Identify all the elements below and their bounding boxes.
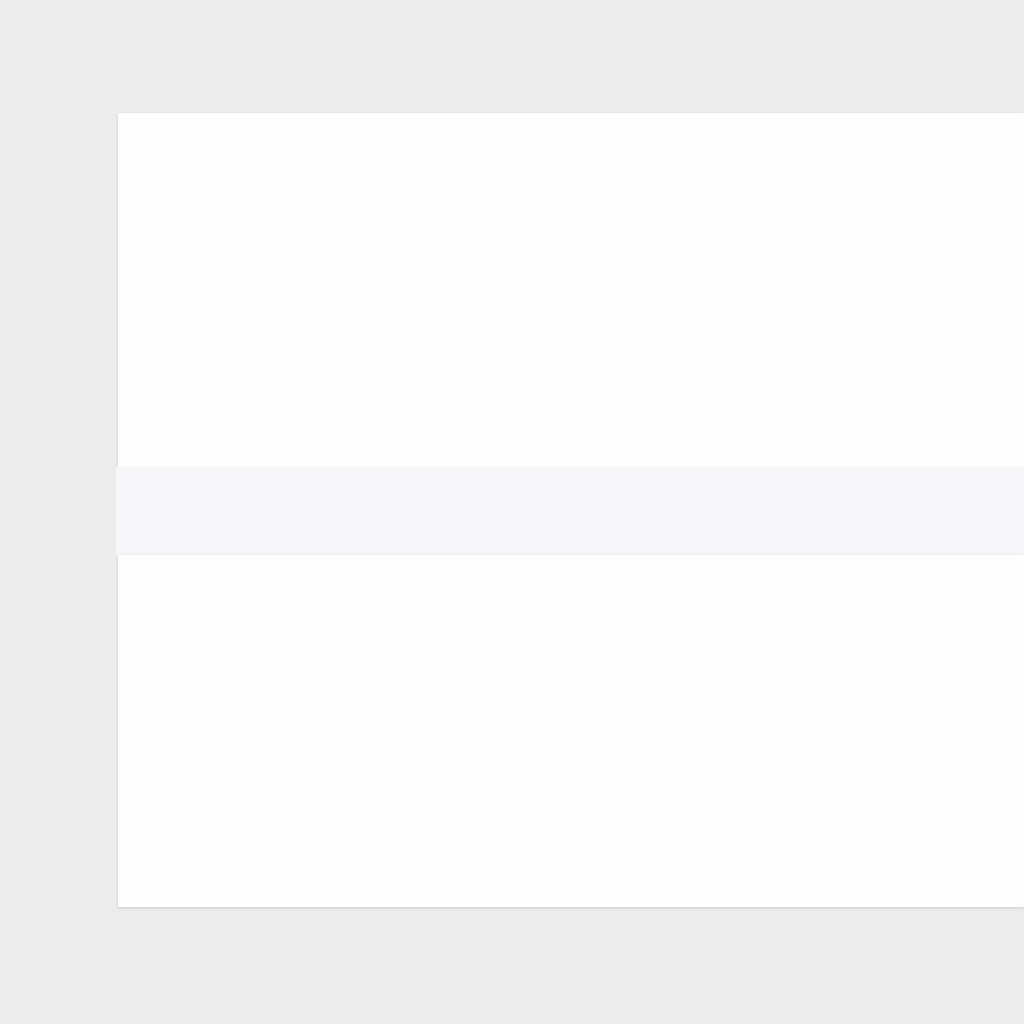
bottom-page-hours-14-18 xyxy=(118,555,1024,907)
top-page-hours-8-13 xyxy=(118,113,1024,467)
wire-binding xyxy=(116,467,1024,555)
page-title xyxy=(140,126,152,157)
